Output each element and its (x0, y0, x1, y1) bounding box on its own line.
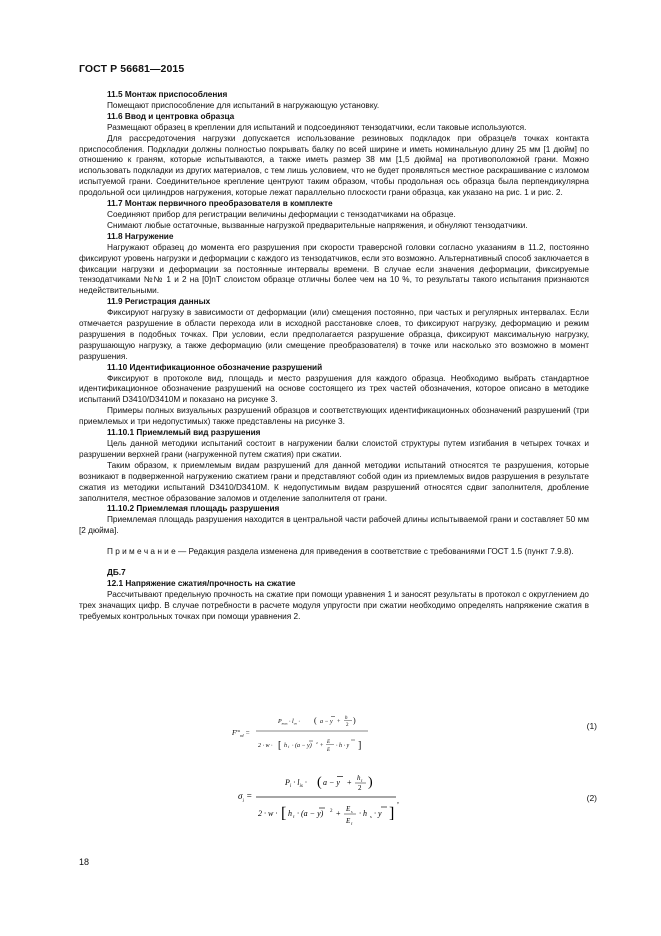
svg-text:Pi · lis ·: $P_i \cdot l_{is}$ · (285, 778, 307, 789)
body-paragraph: Для рассредоточения нагрузки допускается использование резиновых подкладок при образце/в точках контакта приспособления. Подкладки должны полностью покрывать балку по всей ширине и иметь номинальную длину 25 мм [1 дюйм] по отношению к граням, которые испытываются, а также иметь размер 38 мм [1,5 дюйма] на противоположной грани. Можно использовать подкладки из других материалов, с тем лишь условием, что не будет проявляться местное раскрашивание с изломом испытуемой грани. Соединительное крепление центруют таким образом, чтобы продольная ось образца была перпендикулярна продольной оси цилиндров нагружения, которые лежат параллельно плоскости грани образца, как указано на рис. 1 и рис. 2. (79, 133, 589, 198)
section-heading: ДБ.7 (107, 568, 126, 578)
body-paragraph: Размещают образец в креплении для испытаний и подсоединяют тензодатчики, если таковые используются. (107, 122, 527, 132)
svg-text:f: f (351, 821, 353, 826)
body-paragraph: Приемлемая площадь разрушения находится в центральной части рабочей длины испытываемой грани и составляет 50 мм [2 дюйма]. (79, 515, 589, 536)
body-paragraph: Примеры полных визуальных разрушений образцов и соответствующих идентификационных обозначений разрушений (три приемлемых и три недопустимых) также представлены на рисунке 3. (79, 406, 589, 427)
svg-text:a − y: a − y (320, 719, 333, 725)
svg-text:· h · y: · h · y (336, 743, 350, 749)
svg-text:(: ( (314, 716, 317, 725)
equation-2-graphic (0, 766, 661, 830)
section-heading: 11.8 Нагружение (107, 231, 174, 241)
body-paragraph: Фиксируют нагрузку в зависимости от деформации (или) смещения постоянно, при частых и регулярных интервалах. Если отмечается разрушение в области перехода или в исходной расстановке слоев, то фиксируют нагрузку, деформацию и режим разрушения в подобных точках. При условии, если предполагается разрушение образца, фиксируют максимальную нагрузку, разрушающую нагрузку, а также деформацию (или смещение преобразователя) в точке или насколько это возможно в момент разрушения. (79, 308, 589, 361)
note-paragraph (79, 547, 589, 558)
svg-text:· h: · h (359, 809, 367, 818)
svg-text:+: + (336, 809, 341, 818)
svg-text:2: 2 (358, 784, 362, 792)
body-paragraph: Помещают приспособление для испытаний в нагружающую установку. (107, 100, 380, 110)
svg-text:E: E (327, 740, 331, 745)
svg-text:,: , (397, 796, 399, 805)
body-paragraph: Цель данной методики испытаний состоит в нагружении балки слоистой структуры путем изгибания в четырех точках и разрушении верхней грани (нагруженной путем сжатия) при сжатии. (79, 439, 589, 459)
svg-text:· (a − y): · (a − y) (292, 743, 312, 749)
svg-text:h: h (288, 809, 292, 818)
section-heading: 11.10 Идентификационное обозначение разрушений (107, 362, 323, 372)
svg-text:[: [ (278, 740, 282, 751)
section-heading: 11.7 Монтаж первичного преобразователя в комплекте (107, 199, 333, 209)
svg-text:a − y: a − y (323, 778, 340, 787)
svg-text:+: + (347, 778, 352, 787)
svg-text:E: E (327, 748, 331, 753)
svg-text:2 · w ·: 2 · w · (258, 743, 273, 749)
section-heading: 11.10.2 Приемлемая площадь разрушения (107, 504, 280, 514)
section-heading: 11.6 Ввод и центровка образца (107, 111, 235, 121)
svg-text:[: [ (281, 805, 287, 822)
body-paragraph: Снимают любые остаточные, вызванные нагрузкой предварительные напряжения, и обнуляют тензодатчики. (107, 220, 528, 230)
svg-text:(: ( (317, 775, 322, 790)
document-body (79, 90, 589, 623)
svg-text:h: h (284, 743, 287, 749)
body-paragraph: Рассчитывают предельную прочность на сжатие при помощи уравнения 1 и заносят результаты в протокол с округлением до трех значащих цифр. В случае потребности в расчете модуля упругости при сжатии необходимо определять напряжение сжатия в требуемых контрольных точках при помощи уравнения 2. (79, 589, 589, 621)
body-paragraph: Нагружают образец до момента его разрушения при скорости траверсной головки согласно указаниям в 11.2, постоянно фиксируют уровень нагрузки и деформации с каждого из тензодатчиков, если это возможно. Альтернативный способ заключается в фиксации нагрузки и деформации за постоянные интервалы времени. В случае если значения деформации, фиксируемые тензодатчиками №№ 1 и 2 на [0]nT слоистом образце отличны более чем на 10 %, то результаты такого испытания признаются недействительными. (79, 242, 589, 296)
svg-text:f: f (293, 814, 295, 819)
svg-text:E: E (346, 817, 351, 825)
section-heading: 11.9 Регистрация данных (107, 297, 211, 307)
equation-1-graphic (0, 710, 661, 756)
svg-text:+: + (337, 719, 341, 725)
svg-text:s: s (351, 809, 353, 814)
equation-1-number: (1) (586, 721, 597, 731)
svg-text:]: ] (358, 740, 362, 751)
svg-text:2: 2 (316, 741, 318, 745)
svg-text:2: 2 (330, 809, 333, 814)
section-heading: 12.1 Напряжение сжатия/прочность на сжатие (107, 578, 296, 588)
document-code: ГОСТ Р 56681—2015 (79, 63, 185, 75)
note-text: — Редакция раздела изменена для приведения в соответствие с требованиями ГОСТ 1.5 (пункт 7.9.8). (175, 547, 574, 557)
svg-text:]: ] (389, 805, 395, 822)
section-heading: 11.10.1 Приемлемый вид разрушения (107, 428, 261, 438)
svg-text:2 · w ·: 2 · w · (258, 809, 278, 818)
svg-text:h: h (357, 774, 361, 782)
svg-text:f: f (361, 778, 363, 783)
spacer (79, 537, 589, 547)
equation-1-lhs: $F^{cu}_{rd}$ = (232, 728, 250, 738)
svg-text:· y: · y (374, 809, 382, 818)
svg-text:+: + (320, 743, 324, 749)
note-label: П р и м е ч а н и е (107, 547, 176, 557)
spacer (79, 558, 589, 568)
svg-text:): ) (368, 775, 373, 790)
svg-text:E: E (346, 805, 351, 813)
svg-text:2: 2 (346, 723, 349, 728)
svg-text:s: s (370, 814, 372, 819)
body-paragraph: Фиксируют в протоколе вид, площадь и место разрушения для каждого образца. Необходимо выбрать стандартное идентификационное обозначение разрушений на основе состоящего из трех частей обозначения, которое описано в методике испытаний D3410/D3410M и показано на рисунке 3. (79, 373, 589, 405)
svg-text:Pmax · los ·: $P_{max} \cdot l_{os}$ · (278, 719, 300, 726)
svg-text:f: f (288, 745, 290, 749)
svg-text:): ) (353, 716, 356, 725)
equation-2-number: (2) (586, 793, 597, 803)
svg-text:· (a − y): · (a − y) (297, 809, 324, 818)
equation-1 (0, 710, 661, 761)
svg-text:h: h (345, 716, 348, 721)
section-heading: 11.5 Монтаж приспособления (107, 90, 228, 99)
body-paragraph: Соединяют прибор для регистрации величины деформации с тензодатчиками на образце. (107, 209, 456, 219)
equation-2 (0, 766, 661, 835)
equation-2-lhs: $\sigma_i$ = (238, 791, 253, 804)
page-number: 18 (79, 857, 90, 867)
body-paragraph: Таким образом, к приемлемым видам разрушений для данной методики испытаний относятся те разрушения, которые возникают в подверженной нагружению сжатием грани и представляют собой один из приемлемых видов разрушения в результате сжатия из методики испытаний D3410/D3410M. К недопустимым видам разрушений относятся сдвиг заполнителя, дробление заполнителя, местное образование заломов и отделение заполнителя от грани. (79, 460, 589, 503)
